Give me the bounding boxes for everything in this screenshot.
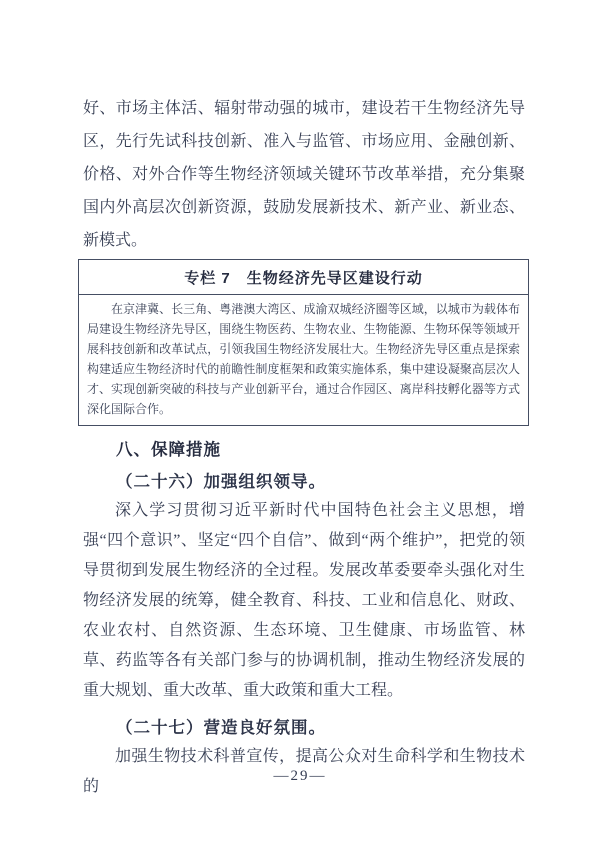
subsection-heading-27: （二十七）营造良好氛围。: [116, 718, 326, 737]
page-number: —29—: [273, 768, 327, 784]
paragraph-26: 深入学习贯彻习近平新时代中国特色社会主义思想，增强“四个意识”、坚定“四个自信”、做到“两个维护”，把党的领导贯彻到发展生物经济的全过程。发展改革委要牵头强化对生物经济发展的统筹，健全教育、科技、工业和信息化、财政、农业农村、自然资源、生态环境、卫生健康、市场监管、林草、药监等各有关部门参与的协调机制，推动生物经济发展的重大规划、重大改革、重大政策和重大工程。: [83, 502, 525, 699]
continuation-paragraph: 好、市场主体活、辐射带动强的城市，建设若干生物经济先导区，先行先试科技创新、准入与监管、市场应用、金融创新、价格、对外合作等生物经济领域关键环节改革举措，充分集聚国内外高层次创新资源，鼓励发展新技术、新产业、新业态、新模式。: [83, 100, 525, 249]
paragraph-27: 加强生物技术科普宣传，提高公众对生命科学和生物技术的: [83, 748, 525, 795]
subsection-heading-26: （二十六）加强组织领导。: [116, 472, 326, 491]
callout-box-title: 专栏 7 生物经济先导区建设行动: [79, 260, 528, 295]
callout-box: [78, 259, 529, 426]
callout-box-body: 在京津冀、长三角、粤港澳大湾区、成渝双城经济圈等区域，以城市为载体布局建设生物经济先导区，围绕生物医药、生物农业、生物能源、生物环保等领域开展科技创新和改革试点，引领我国生物经济发展壮大。生物经济先导区重点是探索构建适应生物经济时代的前瞻性制度框架和政策实施体系，集中建设凝聚高层次人才、实现创新突破的科技与产业创新平台，通过合作园区、离岸科技孵化器等方式深化国际合作。: [87, 302, 520, 416]
section-heading: 八、保障措施: [116, 441, 221, 459]
